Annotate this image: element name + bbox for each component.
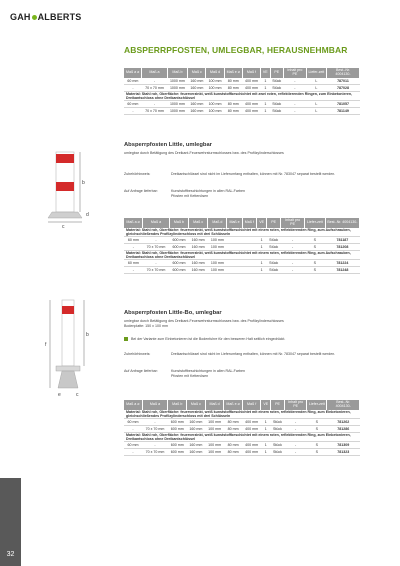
spec-table-2 (124, 218, 360, 274)
table-cell: Stück (271, 448, 285, 455)
table-cell: - (283, 108, 306, 115)
dim-f-label: f (45, 342, 47, 348)
table-cell-empty (227, 266, 242, 273)
table-row (124, 441, 360, 448)
table-cell: - (143, 259, 170, 266)
table-cell-empty (242, 243, 256, 250)
table-cell: 600 mm (169, 236, 188, 243)
column-header: Maß c (187, 400, 206, 410)
product-1-title: Absperrpfosten Little, umlegbar (124, 142, 212, 148)
product-2-subtitle-2: Bodenplatte: 150 x 100 mm (124, 324, 168, 328)
anfrage-line-2: Pfosten mit Kettenösen (171, 194, 209, 199)
table-cell: 100 mm (205, 448, 224, 455)
table-cell: Stück (270, 78, 283, 85)
column-header: Liefer-zeit (304, 218, 325, 228)
table-cell: 600 mm (168, 448, 187, 455)
table-cell: 160 mm (188, 101, 206, 108)
table-cell: 60 mm (124, 441, 142, 448)
column-header: Inhalt pro PE (281, 218, 305, 228)
table-cell: 1 (261, 78, 270, 85)
table-cell: 400 mm (242, 78, 260, 85)
anfrage-options (171, 369, 245, 380)
column-header: Maß e ⌀ (224, 400, 242, 410)
table-cell: 600 mm (168, 425, 187, 432)
table-cell: 160 mm (187, 425, 206, 432)
anfrage-line-1: Kunststoffbeschichtungen in allen RAL-Farben (171, 369, 246, 373)
dim-d-label: d (86, 212, 89, 218)
column-header: PE (271, 400, 285, 410)
table-cell: 70 x 70 mm (142, 448, 168, 455)
column-header: Inhalt pro PE (283, 68, 306, 78)
logo-dot-icon (32, 15, 37, 20)
table-cell: 787011 (326, 78, 359, 85)
table-cell: 781248 (325, 266, 359, 273)
table-cell: 100 mm (206, 101, 224, 108)
table-cell: 1000 mm (167, 108, 188, 115)
table-cell: 600 mm (169, 259, 188, 266)
table-cell: 100 mm (208, 259, 227, 266)
table-cell: 600 mm (168, 441, 187, 448)
table-cell: 787028 (326, 85, 359, 92)
table-cell: L (306, 85, 326, 92)
table-cell: - (284, 448, 307, 455)
material-description: Material: Stahl roh, Oberfläche: feuerverzinkt, weiß kunststoffbeschichtet mit einem roten, reflektierenden Ring, zum Einbetonieren, Dreikantschloss ohne Dreikantschlüssel (124, 432, 360, 441)
product-2-title: Absperrpfosten Little-Bo, umlegbar (124, 310, 222, 316)
table-cell: 80 mm (224, 425, 242, 432)
table-cell: 1 (261, 418, 271, 425)
column-header: Maß a ⌀ (124, 218, 143, 228)
page-number-tab (0, 478, 21, 566)
table-cell: 80 mm (224, 418, 242, 425)
table-cell: 100 mm (208, 266, 227, 273)
note-bullet-icon (124, 337, 128, 341)
table-cell: 70 x 70 mm (143, 266, 170, 273)
table-cell: Stück (270, 101, 283, 108)
table-cell: 1 (261, 108, 270, 115)
anfrage-label: Auf Anfrage lieferbar: (124, 369, 158, 373)
table-cell: 60 mm (124, 259, 143, 266)
table-cell: 60 mm (124, 236, 143, 243)
column-header: Best.-Nr. 4004130- (326, 68, 359, 78)
table-cell: - (283, 78, 306, 85)
table-cell-empty (242, 259, 256, 266)
zubehoer-text: Dreikantschlüssel sind nicht im Lieferumfang enthalten, können mit Nr. 783047 separat bestellt werden. (171, 172, 336, 176)
product-1-anfrage (124, 189, 245, 200)
zubehoer-text: Dreikantschlüssel sind nicht im Lieferumfang enthalten, können mit Nr. 783047 separat bestellt werden. (171, 352, 336, 356)
table-cell: Stück (267, 236, 281, 243)
brand-name-left: GAH (10, 12, 31, 22)
column-header: Maß a (142, 400, 168, 410)
table-cell: 100 mm (205, 441, 224, 448)
table-cell: S (304, 236, 325, 243)
table-row (124, 85, 360, 92)
table-cell: S (307, 425, 327, 432)
table-cell: - (124, 425, 142, 432)
table-cell: 160 mm (189, 266, 208, 273)
table-cell: Stück (270, 108, 283, 115)
table-cell: 60 mm (124, 78, 142, 85)
table-cell: - (124, 448, 142, 455)
table-cell: L (306, 78, 326, 85)
column-header: Maß b (167, 68, 188, 78)
table-cell: 781224 (325, 259, 359, 266)
product-2-subtitle-1: umlegbar durch Betätigung des Dreikant-Feuerwehrsturmschlosses bzw. des Profilzylinderschlosses (124, 319, 284, 323)
table-cell: - (142, 101, 167, 108)
dim-e-label: e (58, 392, 61, 398)
table-cell: 70 x 70 mm (142, 425, 168, 432)
table-cell: 1 (257, 236, 267, 243)
material-row (124, 250, 360, 259)
table-row (124, 243, 360, 250)
table-cell: 60 mm (124, 101, 142, 108)
product-2-note (124, 337, 285, 341)
material-description: Material: Stahl roh, Oberfläche: feuerverzinkt, weiß kunststoffbeschichtet mit einem roten, reflektierenden Ring, zum Aufschrauben, Dreikantschloss ohne Dreikantschlüssel (124, 250, 360, 259)
table-cell: 400 mm (242, 101, 260, 108)
column-header: PE (270, 68, 283, 78)
table-row (124, 108, 360, 115)
table-cell: - (124, 108, 142, 115)
table-cell: 100 mm (206, 78, 224, 85)
zubehoer-label: Zubehörhinweis: (124, 352, 151, 356)
table-cell: - (124, 266, 143, 273)
table-cell: - (281, 243, 305, 250)
product-2-anfrage (124, 369, 245, 380)
table-cell: 160 mm (187, 418, 206, 425)
table-cell: - (124, 85, 142, 92)
material-row (124, 432, 360, 441)
table-cell: 781262 (327, 418, 360, 425)
table-cell: 600 mm (169, 243, 188, 250)
column-header: Maß a (142, 68, 167, 78)
table-cell: 781208 (325, 243, 359, 250)
spec-table-3 (124, 400, 360, 456)
table-cell: 400 mm (242, 85, 260, 92)
material-row (124, 410, 360, 419)
table-cell: 1000 mm (167, 101, 188, 108)
table-cell: 1 (257, 259, 267, 266)
table-cell: 400 mm (242, 441, 261, 448)
column-header: Maß a ⌀ (124, 400, 142, 410)
table-cell: 400 mm (242, 418, 261, 425)
material-description: Material: Stahl roh, Oberfläche: feuerverzinkt, weiß kunststoffbeschichtet mit zwei roten, reflektierenden Ringen, zum Einbetonieren, Dreikantschloss ohne Dreikantschlüssel (124, 92, 360, 101)
table-cell: Stück (267, 243, 281, 250)
table-cell: - (142, 441, 168, 448)
table-row (124, 418, 360, 425)
product-1-subtitle: umlegbar durch Betätigung des Dreikant-Feuerwehrsturmschlosses bzw. des Profilzylinderschlosses (124, 151, 284, 155)
table-cell: 80 mm (224, 108, 242, 115)
table-cell: Stück (267, 266, 281, 273)
brand-logo (10, 12, 82, 22)
column-header: Maß f (242, 400, 261, 410)
column-header: Maß d (205, 400, 224, 410)
note-text: Bei der Variante zum Einbetonieren ist die Bodenfuhre für den besseren Halt seitlich eingedrückt. (131, 337, 286, 341)
column-header: Liefer-zeit (307, 400, 327, 410)
table-cell: Stück (271, 425, 285, 432)
table-row (124, 425, 360, 432)
section-title: ABSPERRPFOSTEN, UMLEGBAR, HERAUSNEHMBAR (124, 45, 348, 55)
table-cell: 1 (257, 266, 267, 273)
product-1-zubehoer (124, 172, 335, 177)
table-cell: L (306, 101, 326, 108)
column-header: Maß f (242, 68, 260, 78)
table-row (124, 259, 360, 266)
table-cell: 100 mm (208, 236, 227, 243)
table-cell: 160 mm (188, 78, 206, 85)
spec-table-1 (124, 68, 360, 115)
table-cell: 400 mm (242, 448, 261, 455)
table-cell: 70 x 70 mm (142, 108, 167, 115)
table-cell: - (142, 78, 167, 85)
table-cell: 100 mm (205, 425, 224, 432)
table-cell: 400 mm (242, 108, 260, 115)
column-header: Maß a ⌀ (124, 68, 142, 78)
table-cell: 160 mm (187, 448, 206, 455)
table-cell-empty (227, 259, 242, 266)
table-cell: - (284, 418, 307, 425)
table-cell: 80 mm (224, 441, 242, 448)
column-header: Best.-Nr. 4004130- (325, 218, 359, 228)
table-cell: 100 mm (208, 243, 227, 250)
table-cell: 600 mm (168, 418, 187, 425)
table-cell: 400 mm (242, 425, 261, 432)
column-header: VE (261, 400, 271, 410)
column-header: Liefer-zeit (306, 68, 326, 78)
table-cell: - (283, 85, 306, 92)
table-cell-empty (242, 236, 256, 243)
table-cell: 1 (257, 243, 267, 250)
zubehoer-label: Zubehörhinweis: (124, 172, 151, 176)
table-cell: 600 mm (169, 266, 188, 273)
table-cell: Stück (271, 418, 285, 425)
table-cell: S (307, 418, 327, 425)
column-header: Maß a (143, 218, 170, 228)
post-little-bo-diagram (36, 296, 112, 398)
table-cell: Stück (271, 441, 285, 448)
table-cell: 60 mm (124, 418, 142, 425)
post-little-diagram (42, 148, 102, 230)
brand-name-right: ALBERTS (37, 12, 82, 22)
material-description: Material: Stahl roh, Oberfläche: feuerverzinkt, weiß kunststoffbeschichtet mit einem roten, reflektierenden Ring, zum Einbetonieren, gleichschließendes Profilzylinderschloss mit drei Schlüsseln (124, 410, 360, 419)
table-row (124, 236, 360, 243)
table-cell: 80 mm (224, 448, 242, 455)
table-cell: 100 mm (205, 418, 224, 425)
table-cell: - (284, 441, 307, 448)
table-cell: Stück (270, 85, 283, 92)
table-cell: - (143, 236, 170, 243)
table-cell: 160 mm (189, 243, 208, 250)
table-cell: 781323 (327, 448, 360, 455)
dim-b2-label: b (86, 332, 89, 338)
table-cell: S (307, 448, 327, 455)
table-cell-empty (242, 266, 256, 273)
column-header: Inhalt pro PE (284, 400, 307, 410)
table-cell: 1 (261, 441, 271, 448)
table-cell: 160 mm (189, 236, 208, 243)
table-cell: - (283, 101, 306, 108)
column-header: Maß b (168, 400, 187, 410)
table-cell: 781187 (325, 236, 359, 243)
table-cell: 1 (261, 425, 271, 432)
column-header: Maß d (208, 218, 227, 228)
dim-c2-label: c (76, 392, 79, 398)
column-header: VE (261, 68, 270, 78)
column-header: Maß b (169, 218, 188, 228)
table-cell: 1 (261, 85, 270, 92)
table-cell: 100 mm (206, 85, 224, 92)
table-cell: L (306, 108, 326, 115)
anfrage-line-1: Kunststoffbeschichtungen in allen RAL-Farben (171, 189, 246, 193)
dim-c-label: c (62, 224, 65, 230)
column-header: Maß e ⌀ (224, 68, 242, 78)
table-cell: 100 mm (206, 108, 224, 115)
table-cell: S (304, 243, 325, 250)
anfrage-options (171, 189, 245, 200)
table-cell: - (124, 243, 143, 250)
page-number: 32 (6, 551, 15, 558)
column-header: PE (267, 218, 281, 228)
table-cell: 1000 mm (167, 85, 188, 92)
table-cell: S (304, 259, 325, 266)
table-cell: S (307, 441, 327, 448)
table-cell: - (142, 418, 168, 425)
table-cell: 80 mm (224, 101, 242, 108)
anfrage-line-2: Pfosten mit Kettenösen (171, 374, 209, 379)
column-header: Best.-Nr. 4004130- (327, 400, 360, 410)
table-cell-empty (227, 243, 242, 250)
table-cell: - (281, 236, 305, 243)
table-cell: S (304, 266, 325, 273)
table-cell: 70 x 70 mm (142, 85, 167, 92)
table-cell: 781149 (326, 108, 359, 115)
table-row (124, 78, 360, 85)
table-cell: 1000 mm (167, 78, 188, 85)
table-cell: 1 (261, 448, 271, 455)
anfrage-label: Auf Anfrage lieferbar: (124, 189, 158, 193)
material-row (124, 228, 360, 237)
table-cell: 80 mm (224, 78, 242, 85)
table-cell: 781057 (326, 101, 359, 108)
table-row (124, 101, 360, 108)
table-cell: 781309 (327, 441, 360, 448)
table-cell: 160 mm (187, 441, 206, 448)
material-description: Material: Stahl roh, Oberfläche: feuerverzinkt, weiß kunststoffbeschichtet mit einem roten, reflektierenden Ring, zum Aufschrauben, gleichschließendes Profilzylinderschloss mit drei Schlüsseln (124, 228, 360, 237)
column-header: Maß f (242, 218, 256, 228)
table-cell: Stück (267, 259, 281, 266)
table-header-row (124, 400, 360, 410)
column-header: Maß c (188, 68, 206, 78)
material-row (124, 92, 360, 101)
table-cell: - (281, 259, 305, 266)
dim-b-label: b (82, 180, 85, 186)
table-cell: 70 x 70 mm (143, 243, 170, 250)
column-header: VE (257, 218, 267, 228)
column-header: Maß c (189, 218, 208, 228)
table-cell: 781286 (327, 425, 360, 432)
table-row (124, 266, 360, 273)
product-2-zubehoer (124, 352, 335, 357)
column-header: Maß d (206, 68, 224, 78)
table-header-row (124, 68, 360, 78)
table-cell: - (281, 266, 305, 273)
table-row (124, 448, 360, 455)
table-cell: - (284, 425, 307, 432)
table-cell-empty (227, 236, 242, 243)
column-header: Maß e (227, 218, 242, 228)
table-cell: 160 mm (189, 259, 208, 266)
table-cell: 1 (261, 101, 270, 108)
table-cell: 160 mm (188, 108, 206, 115)
table-cell: 160 mm (188, 85, 206, 92)
table-cell: 80 mm (224, 85, 242, 92)
table-header-row (124, 218, 360, 228)
